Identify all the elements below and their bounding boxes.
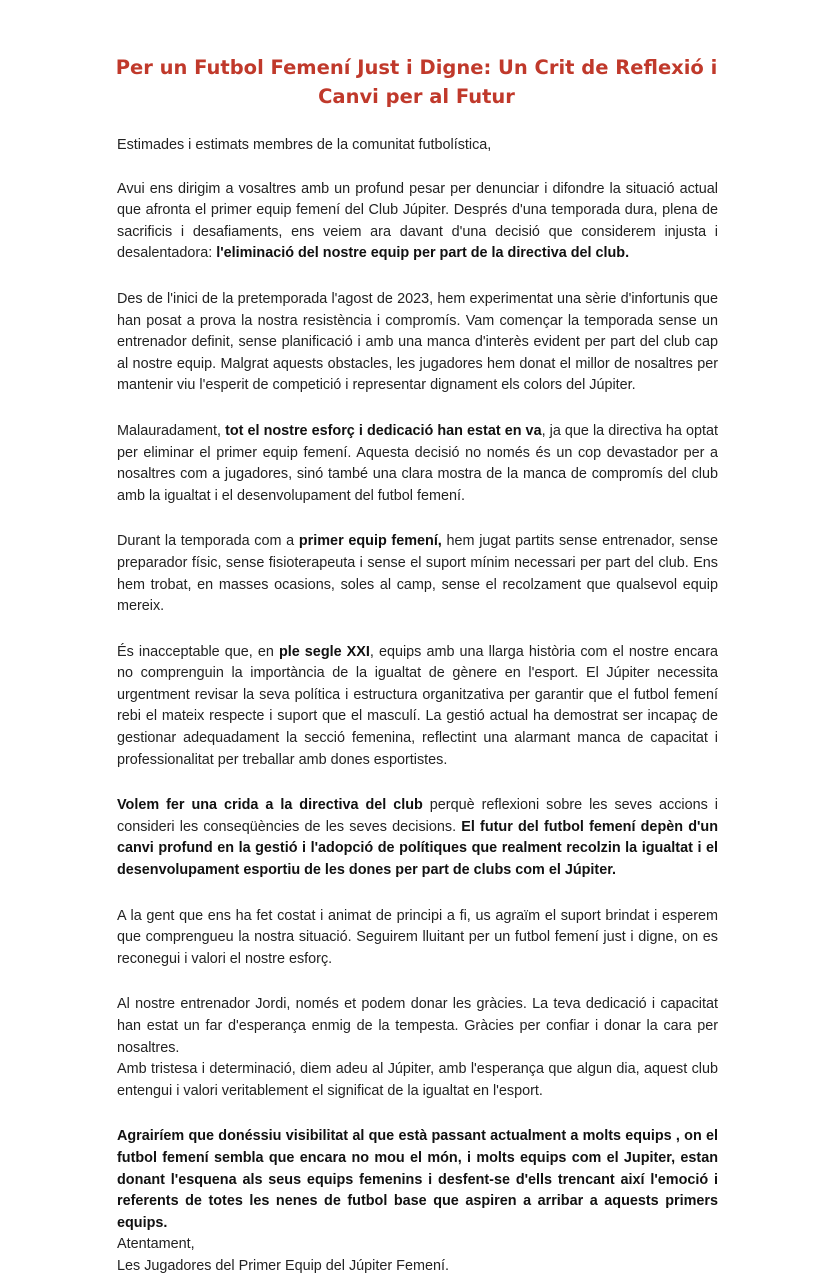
- paragraph-supporters: A la gent que ens ha fet costat i animat de principi a fi, us agraïm el suport brindat i esperem que comprengueu la nostra situació. Seguirem lluitant per un futbol femení just i digne, on es reconegui i valori el nostre esforç.: [117, 907, 718, 967]
- bold-first-team: primer equip femení,: [298, 533, 442, 550]
- paragraph-situation: Avui ens dirigim a vosaltres amb un profund pesar per denunciar i difondre la situació actual que afronta el primer equip femení del Club Júpiter. Després d'una temporada dura, plena de sacrificis i desafiaments, ens veiem ara davant d'una decisió que considerem injusta i desalentadora: l'eliminació del nostre equip per part de la directiva del club.: [117, 180, 718, 262]
- paragraph-call-to-action: Volem fer una crida a la directiva del club perquè reflexioni sobre les seves accions i consideri les conseqüències de les seves decisions. El futur del futbol femení depèn d'un canvi profund en la gestió i l'adopció de polítiques que realment recolzin la igualtat i el desenvolupament esportiu de les dones per part de clubs com el Júpiter.: [117, 797, 718, 879]
- paragraph-visibility: Agrairíem que donéssiu visibilitat al que està passant actualment a molts equips , on el futbol femení sembla que encara no mou el món, i molts equips com el Jupiter, estan donant l'esquena als seus equips femenins i desfent-se d'ells trencant així l'emoció i referents de totes les nenes de futbol base que aspiren a arribar a aquests primers equips.: [117, 1128, 718, 1231]
- bold-elimination: l'eliminació del nostre equip per part de la directiva del club.: [216, 245, 630, 262]
- paragraph-preseason: Des de l'inici de la pretemporada l'agost de 2023, hem experimentat una sèrie d'infortunis que han posat a prova la nostra resistència i compromís. Vam començar la temporada sense un entrenador definit, sense planificació i amb una manca d'interès evident per part del club cap al nostre equip. Malgrat aquests obstacles, les jugadores hem donat el millor de nosaltres per mantenir viu l'esperit de competició i representar dignament els colors del Júpiter.: [117, 290, 718, 394]
- bold-future: El futur del futbol femení depèn d'un canvi profund en la gestió i l'adopció de polítiques que realment recolzin la igualtat i el desenvolupament esportiu de les dones per part de clubs com el Júpiter.: [117, 818, 718, 879]
- greeting: Estimades i estimats membres de la comunitat futbolística,: [117, 137, 492, 153]
- paragraph-effort: Malauradament, tot el nostre esforç i dedicació han estat en va, ja que la directiva ha optat per eliminar el primer equip femení. Aquesta decisió no només és un cop devastador per a nosaltres com a jugadores, sinó també una clara mostra de la manca de compromís del club amb la igualtat i el desenvolupament del futbol femení.: [117, 422, 718, 504]
- closing: Atentament,: [117, 1236, 195, 1253]
- paragraph-farewell: Amb tristesa i determinació, diem adeu al Júpiter, amb l'esperança que algun dia, aquest club entengui i valori veritablement el significat de la igualtat en l'esport.: [117, 1061, 718, 1099]
- paragraph-coach: Al nostre entrenador Jordi, només et podem donar les gràcies. La teva dedicació i capacitat han estat un far d'esperança enmig de la tempesta. Gràcies per confiar i donar la cara per nosaltres.: [117, 996, 718, 1056]
- bold-effort: tot el nostre esforç i dedicació han estat en va: [225, 422, 542, 439]
- signature: Les Jugadores del Primer Equip del Júpiter Femení.: [117, 1257, 449, 1274]
- letter-title: Per un Futbol Femení Just i Digne: Un Crit de Reflexió i Canvi per al Futur: [115, 56, 718, 108]
- paragraph-unacceptable: És inacceptable que, en ple segle XXI, equips amb una llarga història com el nostre encara no comprenguin la importància de la igualtat de gènere en l'esport. El Júpiter necessita urgentment revisar la seva política i estructura organitzativa per garantir que el futbol femení rebi el mateix respecte i suport que el masculí. La gestió actual ha demostrat ser incapaç de gestionar adequadament la secció femenina, reflectint una alarmant manca de capacitat i professionalitat per treballar amb dones esportistes.: [117, 643, 718, 768]
- letter-body: [117, 135, 718, 1278]
- bold-century: ple segle XXI: [278, 643, 370, 660]
- paragraph-season: Durant la temporada com a primer equip femení, hem jugat partits sense entrenador, sense preparador físic, sense fisioterapeuta i sense el suport mínim necessari per part del club. Ens hem trobat, en masses ocasions, soles al camp, sense el recolzament que qualsevol equip mereix.: [117, 533, 718, 615]
- bold-call: Volem fer una crida a la directiva del club: [117, 797, 423, 814]
